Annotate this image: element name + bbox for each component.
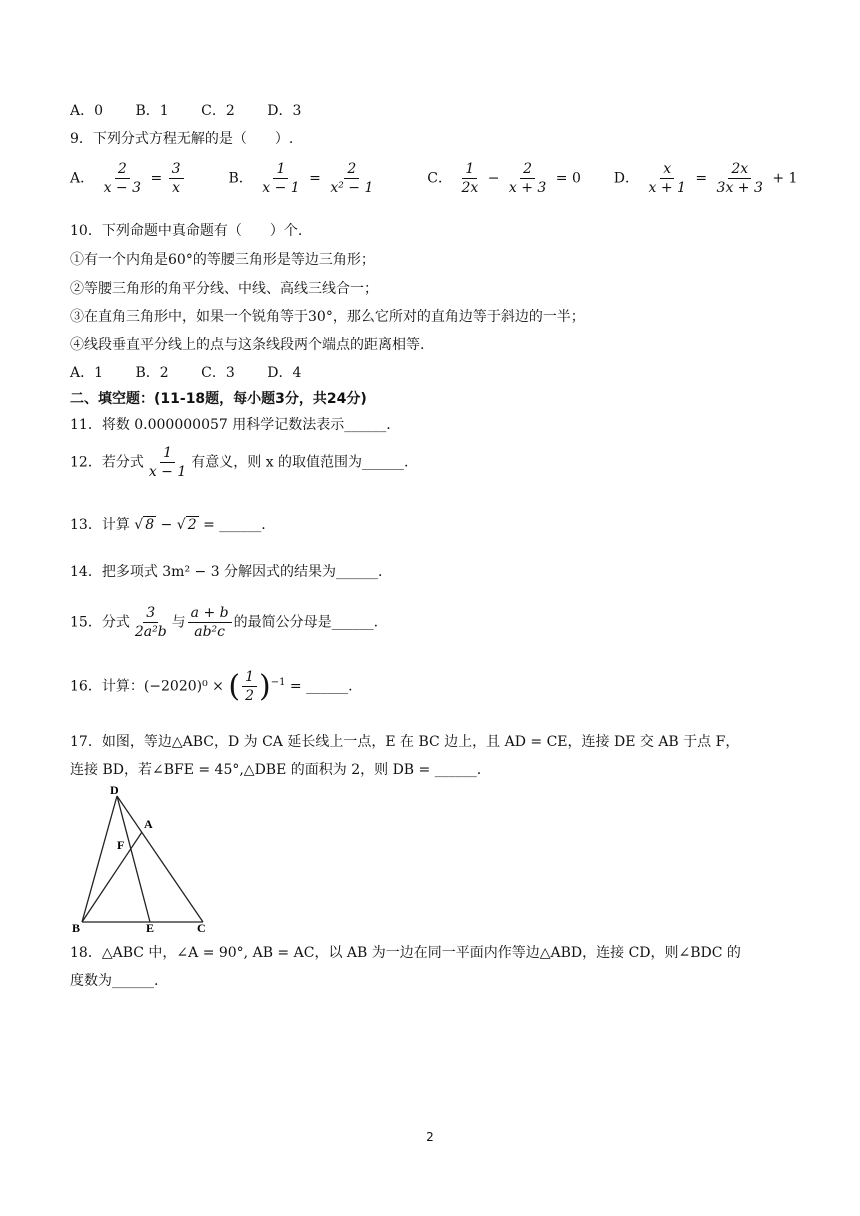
label-d: D (110, 783, 119, 797)
q18-line-1: 18．△ABC 中，∠A = 90°, AB = AC，以 AB 为一边在同一平面内作等边△ABD，连接 CD，则∠BDC 的 (70, 945, 741, 961)
q12-suffix: 有意义，则 x 的取值范围为______. (191, 454, 409, 471)
q8-option-a: A．0 (70, 103, 104, 119)
q15 (70, 604, 378, 641)
label-e: E (146, 921, 155, 932)
q16-suffix: = ______. (289, 678, 353, 695)
q9-equation-b: $\frac{1}{x - 1}$ = $\frac{2}{\text{x² − 1}}$ (262, 161, 374, 196)
label-f: F (117, 838, 125, 852)
q13 (70, 514, 266, 534)
q9-equation-d: $\frac{x}{x + 1}$ = $\frac{2x}{3x + 3}$ + 1 (648, 161, 798, 196)
label-b: B (72, 921, 81, 932)
q10-item-2: ②等腰三角形的角平分线、中线、高线三线合一； (70, 281, 378, 297)
q12-prefix: 12．若分式 (70, 454, 144, 471)
q13-expression: √ 8 − √ 2 (134, 517, 197, 533)
q8-options (70, 100, 329, 120)
q13-prefix: 13．计算 (70, 517, 130, 533)
q17-line-2: 连接 BD，若∠BFE = 45°,△DBE 的面积为 2，则 DB = ______. (70, 762, 482, 778)
q9-equation-c: $\frac{1}{2x}$ − $\frac{2}{x + 3}$ = 0 (461, 161, 581, 196)
q15-prefix: 15．分式 (70, 614, 130, 631)
q10-item-4: ④线段垂直平分线上的点与这条线段两个端点的距离相等. (70, 337, 425, 353)
q13-suffix: = ______. (203, 517, 266, 533)
q12-fraction: $\frac{1}{x - 1}$ (148, 445, 187, 480)
segment-ba (82, 832, 142, 922)
q10-option-d: D．4 (267, 365, 302, 381)
q9-option-b: B． (228, 170, 253, 187)
q8-option-d: D．3 (267, 103, 302, 119)
q9-options (70, 160, 797, 197)
q18-line-2: 度数为______. (70, 973, 159, 989)
q9-option-a: A． (70, 170, 95, 187)
section-heading-fill-in: 二、填空题：(11-18题，每小题3分，共24分) (70, 391, 367, 407)
q17-line-1: 17．如图，等边△ABC，D 为 CA 延长线上一点，E 在 BC 边上，且 AD = CE，连接 DE 交 AB 于点 F， (70, 734, 740, 750)
q11: 11．将数 0.000000057 用科学记数法表示______. (70, 417, 391, 433)
q10-item-1: ①有一个内角是60°的等腰三角形是等边三角形； (70, 252, 375, 268)
q15-fraction-2: $\frac{a + b}{\text{ab²c}}$ (188, 604, 232, 641)
q16 (70, 668, 353, 705)
q15-fraction-1: $\frac{3}{\text{2a²b}}$ (134, 605, 167, 640)
q9-option-c: C． (427, 170, 452, 187)
q8-option-c: C．2 (201, 103, 235, 119)
segment-de (117, 796, 150, 922)
q9-stem: 9．下列分式方程无解的是（ ）. (70, 131, 294, 147)
q10-option-c: C．3 (201, 365, 235, 381)
q10-stem: 10．下列命题中真命题有（ ）个. (70, 223, 303, 239)
label-c: C (197, 921, 206, 932)
page-number: 2 (426, 1130, 434, 1144)
q8-option-b: B．1 (135, 103, 169, 119)
q10-item-3: ③在直角三角形中，如果一个锐角等于30°，那么它所对的直角边等于斜边的一半； (70, 309, 585, 325)
q16-paren-fraction: ( $\frac{1}{2}$ )$^{-1}$ (228, 669, 286, 704)
q12 (70, 444, 409, 481)
label-a: A (144, 817, 153, 831)
q9-equation-a: $\frac{2}{x - 3}$ = $\frac{3}{x}$ (99, 160, 186, 197)
q16-prefix: 16．计算：(−2020)⁰ × (70, 678, 224, 695)
segment-db (82, 796, 117, 922)
q10-option-b: B．2 (135, 365, 169, 381)
q15-mid: 与 (171, 614, 186, 631)
q14: 14．把多项式 3m² − 3 分解因式的结果为______. (70, 564, 383, 580)
segment-dc (117, 796, 203, 922)
q17-triangle-figure (70, 782, 220, 932)
q10-option-a: A．1 (70, 365, 104, 381)
q15-suffix: 的最简公分母是______. (233, 614, 379, 631)
q10-options (70, 362, 329, 382)
q9-option-d: D． (613, 170, 640, 187)
